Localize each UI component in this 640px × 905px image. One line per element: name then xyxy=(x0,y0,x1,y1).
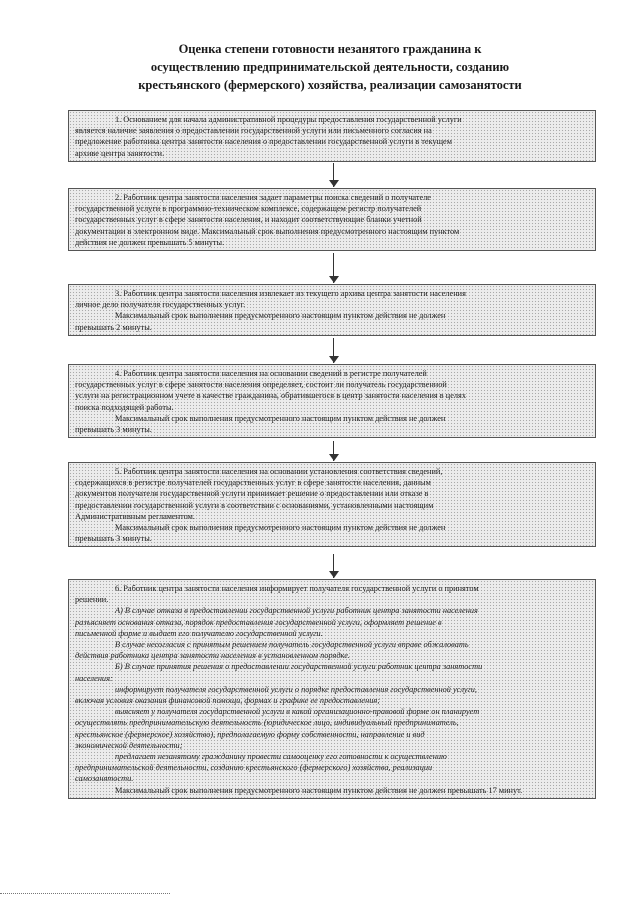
step-6-line: разъясняет основания отказа, порядок предоставления государственной услуги, оформляет решение в xyxy=(75,617,442,627)
step-6-line: Максимальный срок выполнения предусмотренного настоящим пунктом действия не должен превышать 17 минут. xyxy=(115,785,523,795)
arrow-head-icon xyxy=(329,356,339,363)
flow-arrow-1 xyxy=(329,163,339,187)
step-6-line: экономической деятельности; xyxy=(75,740,183,750)
footer-divider xyxy=(0,893,170,894)
step-4-line: 4. Работник центра занятости населения на основании сведений в регистре получателей xyxy=(115,369,427,378)
step-6-line: включая условия оказания финансовой помощи, формах и графике ее предоставления; xyxy=(75,696,380,706)
step-5-line: документов получателя государственной услуги принимает решение о предоставлении или отказе в xyxy=(75,489,429,499)
step-4-line: Максимальный срок выполнения предусмотренного настоящим пунктом действия не должен xyxy=(115,413,446,423)
step-3-box xyxy=(68,284,596,336)
flow-arrow-2 xyxy=(329,253,339,283)
step-2-box xyxy=(68,188,596,251)
step-1-line: архиве центра занятости. xyxy=(75,148,165,158)
step-5-line: превышать 3 минуты. xyxy=(75,534,152,544)
step-6-line: крестьянское (фермерское) хозяйство), предполагаемую форму собственности, направление и вид xyxy=(75,729,425,739)
step-5-box xyxy=(68,462,596,547)
step-2-line: действия не должен превышать 5 минуты. xyxy=(75,237,225,247)
step-6-line: выясняет у получателя государственной услуги в какой организационно-правовой форме он планирует xyxy=(115,707,480,717)
step-3-line: превышать 2 минуты. xyxy=(75,322,152,332)
flow-arrow-3 xyxy=(329,338,339,363)
step-6-line: предлагает незанятому гражданину провести самооценку его готовности к осуществлению xyxy=(115,752,447,762)
step-3-line: личное дело получателя государственных услуг. xyxy=(75,300,246,310)
document-title xyxy=(90,40,570,94)
flow-arrow-4 xyxy=(329,441,339,461)
step-1-line: предложение работника центра занятости населения о предоставлении государственной услуги в текущем xyxy=(75,137,452,147)
step-4-line: государственных услуг в сфере занятости населения определяет, состоит ли получатель государственной xyxy=(75,380,447,390)
title-line-2: осуществлению предпринимательской деятельности, созданию xyxy=(150,60,510,74)
step-6-line: Б) В случае принятия решения о предоставлении государственной услуги работник центра занятости xyxy=(115,662,483,672)
step-6-box xyxy=(68,579,596,799)
step-5-line: содержащихся в регистре получателей государственных услуг в сфере занятости населения, данным xyxy=(75,478,431,488)
step-6-line: информирует получателя государственной услуги о порядке предоставления государственной услуги, xyxy=(115,684,478,694)
step-5-line: Максимальный срок выполнения предусмотренного настоящим пунктом действия не должен xyxy=(115,523,446,533)
step-2-line: документации в электронном виде. Максимальный срок выполнения предусмотренного настоящим пунктом xyxy=(75,226,460,236)
step-6-line: предпринимательской деятельности, созданию крестьянского (фермерского) хозяйства, реализации xyxy=(75,763,433,773)
title-line-3: крестьянского (фермерского) хозяйства, реализации самозанятости xyxy=(138,78,522,92)
step-1-box xyxy=(68,110,596,162)
step-1-line: является наличие заявления о предоставлении государственной услуги или письменного согласия на xyxy=(75,126,432,136)
step-2-line: государственных услуг в сфере занятости населения, и находит соответствующие бланки учетной xyxy=(75,215,422,225)
step-4-box xyxy=(68,364,596,438)
step-2-line: государственной услуги в программно-техническом комплексе, содержащем регистр получателей xyxy=(75,204,422,214)
step-3-line: Максимальный срок выполнения предусмотренного настоящим пунктом действия не должен xyxy=(115,311,446,321)
step-4-line: поиска подходящей работы. xyxy=(75,402,174,412)
flow-arrow-5 xyxy=(329,554,339,578)
step-5-line: Административным регламентом. xyxy=(75,511,195,521)
step-4-line: превышать 3 минуты. xyxy=(75,425,152,435)
step-6-line: самозанятости. xyxy=(75,774,134,784)
step-1-line: 1. Основанием для начала административной процедуры предоставления государственной услуги xyxy=(115,115,462,124)
step-6-line: решении. xyxy=(75,595,109,605)
step-4-line: услуги на регистрационном учете в качестве гражданина, обратившегося в центр занятости населения в целях xyxy=(75,391,467,401)
step-6-line: населения: xyxy=(75,673,113,683)
arrow-head-icon xyxy=(329,180,339,187)
title-line-1: Оценка степени готовности незанятого гражданина к xyxy=(178,42,482,56)
step-6-line: осуществлять предпринимательскую деятельность (юридическое лицо, индивидуальный предприниматель, xyxy=(75,718,459,728)
step-6-line: действия работника центра занятости населения в установленном порядке. xyxy=(75,651,350,661)
step-3-line: 3. Работник центра занятости населения извлекает из текущего архива центра занятости населения xyxy=(115,289,466,298)
arrow-head-icon xyxy=(329,454,339,461)
arrow-head-icon xyxy=(329,276,339,283)
step-5-line: 5. Работник центра занятости населения на основании установления соответствия сведений, xyxy=(115,467,443,476)
step-6-line: В случае несогласия с принятым решением получатель государственной услуги вправе обжаловать xyxy=(115,640,469,650)
step-2-line: 2. Работник центра занятости населения задает параметры поиска сведений о получателе xyxy=(115,193,431,202)
step-5-line: предоставлении государственной услуги в соответствии с основаниями, установленными настоящим xyxy=(75,500,434,510)
step-6-line: 6. Работник центра занятости населения информирует получателя государственной услуги о принятом xyxy=(115,584,479,593)
step-6-line: письменной форме и выдает его получателю государственной услуги. xyxy=(75,628,323,638)
arrow-head-icon xyxy=(329,571,339,578)
step-6-line: А) В случае отказа в предоставлении государственной услуги работник центра занятости населения xyxy=(115,606,478,616)
